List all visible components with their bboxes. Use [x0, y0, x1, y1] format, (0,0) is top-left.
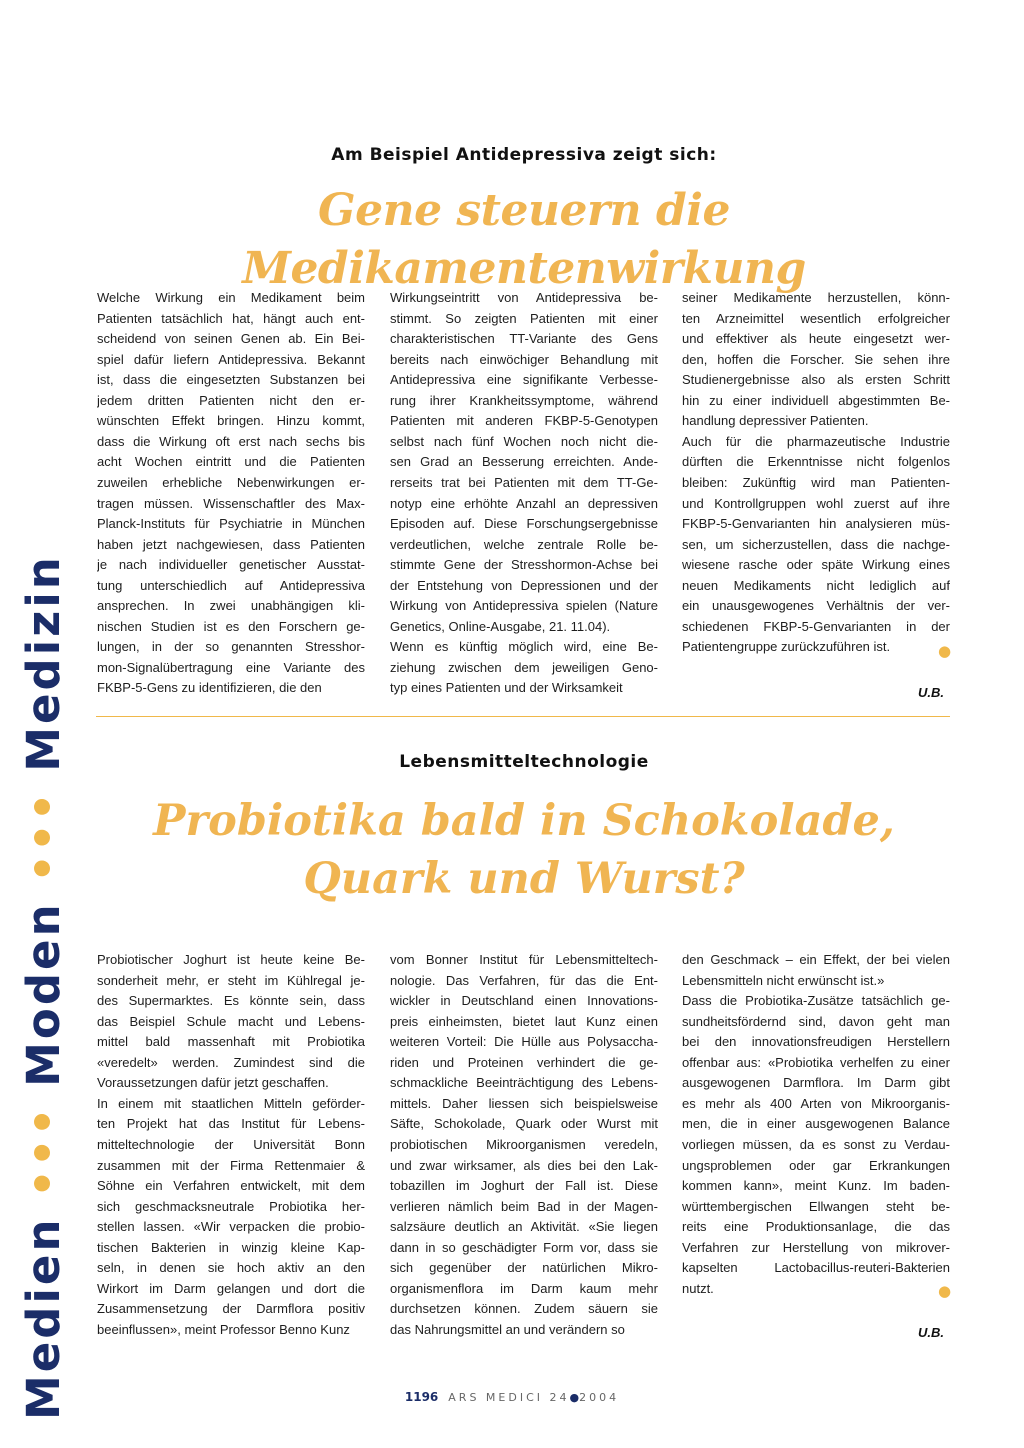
text-line: je nach individueller genetischer Ausstat- [97, 557, 365, 573]
sidebar-word-medizin: Medizin [17, 554, 70, 772]
text-line: bereits nach einwöchiger Behandlung mit [390, 351, 658, 367]
magazine-name: ARS MEDICI 24 [448, 1391, 570, 1404]
text-line: sundheitsfördernd sind, davon geht man [682, 1013, 950, 1029]
text-line: tragen müssen. Wissenschaftler des Max- [97, 495, 365, 511]
text-line: schmackliche Beeinträchtigung des Lebens- [390, 1075, 658, 1091]
text-line: Säfte, Schokolade, Quark oder Wurst mit [390, 1116, 658, 1132]
text-line: haben jetzt nachgewiesen, dass Patienten [97, 536, 365, 552]
text-line: dass die Wirkung oft erst nach sechs bis [97, 433, 365, 449]
text-line: FKBP-5-Genvarianten hin analysieren müs- [682, 516, 950, 532]
article1-end-mark: ● [938, 642, 952, 660]
text-line: rerseits trat bei Patienten mit dem TT-Ge- [390, 474, 658, 490]
text-line: vom Bonner Institut für Lebensmitteltech- [390, 952, 658, 967]
text-line: wünschten Effekt bringen. Hinzu kommt, [97, 413, 365, 429]
text-line: Planck-Instituts für Psychiatrie in München [97, 516, 365, 532]
text-line: salzsäure deutlich an Aktivität. «Sie liegen [390, 1219, 658, 1235]
text-line: offenbar aus: «Probiotika verhelfen zu einer [682, 1054, 950, 1070]
text-line: den Geschmack – ein Effekt, der bei vielen [682, 952, 950, 967]
text-line: tung unterschiedlich auf Antidepressiva [97, 577, 365, 593]
article2-end-mark: ● [938, 1282, 952, 1300]
text-line: nischen Studien ist es den Forschern ge- [97, 618, 365, 634]
sidebar-separator: ••• [17, 790, 70, 883]
text-line: durchsetzen können. Zudem säuern sie [390, 1301, 658, 1317]
text-line: stimmte Gene der Stresshormon-Achse bei [390, 557, 658, 573]
article1-signature: U.B. [918, 685, 944, 700]
text-line: verlieren nämlich beim Bad in der Magen- [390, 1198, 658, 1214]
text-line: handlung depressiver Patienten. [682, 413, 869, 429]
text-line: typ eines Patienten und der Wirksamkeit [390, 680, 623, 696]
text-line: der Entstehung von Depressionen und der [390, 577, 658, 593]
text-line: das Nahrungsmittel an und verändern so [390, 1321, 625, 1337]
text-line: wickler in Deutschland einen Innovations- [390, 993, 658, 1009]
text-line: mon-Signalübertragung eine Variante des [97, 659, 365, 675]
text-line: Auch für die pharmazeutische Industrie [682, 433, 950, 449]
text-line: neuen Medikaments nicht lediglich auf [682, 577, 950, 593]
page-footer [0, 1390, 1024, 1404]
text-line: Wenn es künftig möglich wird, eine Be- [390, 639, 658, 655]
text-line: das Beispiel Schule macht und Lebens- [97, 1013, 365, 1029]
text-line: zuweilen erhebliche Nebenwirkungen er- [97, 474, 365, 490]
text-line: stimmt. So zeigten Patienten mit einer [390, 310, 658, 326]
sidebar-word-moden: Moden [17, 901, 70, 1087]
sidebar-word-medien: Medien [17, 1216, 70, 1420]
text-line: und zwar wirksamer, als dies bei den Lak- [390, 1157, 658, 1173]
text-line: wiesene rasche oder späte Wirkung eines [682, 557, 950, 573]
text-line: ten Arzneimittel wesentlich erfolgreicher [682, 310, 950, 326]
text-line: acht Wochen eintritt und die Patienten [97, 454, 365, 470]
text-line: Patienten tatsächlich hat, hängt auch ent- [97, 310, 365, 326]
text-line: «veredelt» werden. Zumindest sind die [97, 1054, 365, 1070]
text-line: sich geschmacksneutrale Probiotika her- [97, 1198, 365, 1214]
article-divider [96, 716, 950, 717]
footer-bullet: ● [569, 1391, 580, 1404]
text-line: den, hoffen die Forscher. Sie sehen ihre [682, 351, 950, 367]
text-line: In einem mit staatlichen Mitteln geförder- [97, 1095, 365, 1111]
page-number: 1196 [404, 1390, 439, 1404]
text-line: ten Projekt hat das Institut für Lebens- [97, 1116, 365, 1132]
text-line: preis einheimsten, bietet laut Kunz einen [390, 1013, 658, 1029]
text-line: zusammen mit der Firma Rettenmaier & [97, 1157, 365, 1173]
text-line: schiedenen FKBP-5-Genvarianten in der [682, 618, 950, 634]
text-line: tobazillen im Joghurt der Fall ist. Diese [390, 1178, 658, 1194]
text-line: Studienergebnisse also als ersten Schritt [682, 372, 950, 388]
text-line: Episoden auf. Diese Forschungsergebnisse [390, 516, 658, 532]
text-line: vorliegen müssen, da es sonst zu Verdau- [682, 1136, 950, 1152]
text-line: Patienten mit anderen FKBP-5-Genotypen [390, 413, 658, 429]
text-line: Patientengruppe zurückzuführen ist. [682, 639, 891, 655]
text-line: Söhne ein Verfahren entwickelt, mit dem [97, 1178, 365, 1194]
text-line: stellen lassen. «Wir verpacken die probio- [97, 1219, 365, 1235]
text-line: charakteristischen TT-Variante des Gens [390, 331, 658, 347]
text-line: nologie. Das Verfahren, für das die Ent- [390, 972, 658, 988]
text-line: kommen kann», meint Kunz. Im baden- [682, 1178, 950, 1194]
text-line: FKBP-5-Gens zu identifizieren, die den [97, 680, 322, 696]
text-line: beeinflussen», meint Professor Benno Kunz [97, 1321, 350, 1337]
text-line: spiel dafür liefern Antidepressiva. Bekannt [97, 351, 365, 367]
text-line: notyp eine erhöhte Anzahl an depressiven [390, 495, 658, 511]
article2-signature: U.B. [918, 1325, 944, 1340]
sidebar-section-title [17, 554, 70, 1420]
magazine-year: 2004 [579, 1391, 620, 1404]
text-line: mittel bald massenhaft mit Probiotika [97, 1034, 365, 1050]
text-line: ansprechen. In zwei unabhängigen kli- [97, 598, 365, 614]
text-line: bei den innovationsfreudigen Herstellern [682, 1034, 950, 1050]
article2-headline-line2: Quark und Wurst? [303, 854, 745, 904]
text-line: organismenflora im Darm kaum mehr [390, 1280, 658, 1296]
text-line: Probiotischer Joghurt ist heute keine Be- [97, 952, 365, 967]
text-line: lungen, in der so genannten Stresshor- [97, 639, 365, 655]
text-line: Antidepressiva eine signifikante Verbesse- [390, 372, 658, 388]
text-line: bleiben: Zukünftig wird man Patienten- [682, 474, 950, 490]
text-line: ein unausgewogenes Verhältnis der ver- [682, 598, 950, 614]
text-line: selbst nach fünf Wochen noch nicht die- [390, 433, 658, 449]
text-line: württembergischen Ellwangen steht be- [682, 1198, 950, 1214]
text-line: des Supermarktes. Es könnte sein, dass [97, 993, 365, 1009]
text-line: verdeutlichen, welche zentrale Rolle be- [390, 536, 658, 552]
text-line: Wirkung von Antidepressiva spielen (Nature [390, 598, 658, 614]
text-line: probiotischen Mikroorganismen veredeln, [390, 1136, 658, 1152]
text-line: hin zu einer individuell abgestimmten Be- [682, 392, 950, 408]
text-line: nutzt. [682, 1280, 714, 1296]
text-line: Wirkungseintritt von Antidepressiva be- [390, 290, 658, 305]
text-line: und effektiver als heute eingesetzt wer- [682, 331, 950, 347]
text-line: men, die in einer ausgewogenen Balance [682, 1116, 950, 1132]
text-line: ziehung zwischen dem jeweiligen Geno- [390, 659, 658, 675]
article1-kicker: Am Beispiel Antidepressiva zeigt sich: [331, 145, 717, 165]
text-line: ist, dass die eingesetzten Substanzen bei [97, 372, 365, 388]
text-line: ungsproblemen oder gar Erkrankungen [682, 1157, 950, 1173]
text-line: kapselten Lactobacillus-reuteri-Bakterien [682, 1260, 950, 1276]
text-line: und Kontrollgruppen wohl zuerst auf ihre [682, 495, 950, 511]
text-line: Genetics, Online-Ausgabe, 21. 11.04). [390, 618, 611, 634]
text-line: dürften die Erkenntnisse nicht folgenlos [682, 454, 950, 470]
text-line: rung ihrer Krankheitssymptome, während [390, 392, 658, 408]
text-line: seiner Medikamente herzustellen, könn- [682, 290, 950, 305]
text-line: dann in so geschädigter Form vor, dass sie [390, 1239, 658, 1255]
text-line: scheidend von seinen Genen ab. Ein Bei- [97, 331, 365, 347]
text-line: sen Grad an Besserung erreichten. Ande- [390, 454, 658, 470]
text-line: Dass die Probiotika-Zusätze tatsächlich ge- [682, 993, 950, 1009]
sidebar-separator: ••• [17, 1105, 70, 1198]
text-line: reits eine Produktionsanlage, die das [682, 1219, 950, 1235]
text-line: Wirkort im Darm gelangen und dort die [97, 1280, 365, 1296]
text-line: riden und Proteinen verhindert die ge- [390, 1054, 658, 1070]
text-line: Zusammensetzung der Darmflora positiv [97, 1301, 365, 1317]
article2-headline-line1: Probiotika bald in Schokolade, [153, 796, 895, 846]
text-line: sonderheit mehr, er steht im Kühlregal je- [97, 972, 365, 988]
text-line: mittels. Daher liessen sich beispielsweise [390, 1095, 658, 1111]
text-line: weiteren Vorteil: Die Hülle aus Polysaccha- [390, 1034, 658, 1050]
text-line: Welche Wirkung ein Medikament beim [97, 290, 365, 305]
article1-headline: Gene steuern die Medikamentenwirkung [242, 185, 806, 294]
text-line: mitteltechnologie der Universität Bonn [97, 1136, 365, 1152]
text-line: seln, in denen sie hoch aktiv an den [97, 1260, 365, 1276]
text-line: Lebensmitteln nicht erwünscht ist.» [682, 972, 885, 988]
text-line: sen, um sicherzustellen, dass die nachge- [682, 536, 950, 552]
text-line: ausgewogenen Darmflora. Im Darm gibt [682, 1075, 950, 1091]
text-line: Verfahren zur Herstellung von mikrover- [682, 1239, 950, 1255]
article2-kicker: Lebensmitteltechnologie [399, 752, 649, 772]
article2-headline [96, 792, 952, 908]
text-line: Voraussetzungen dafür jetzt geschaffen. [97, 1075, 329, 1091]
text-line: es mehr als 400 Arten von Mikroorganis- [682, 1095, 950, 1111]
text-line: tischen Bakterien in winzig kleine Kap- [97, 1239, 365, 1255]
text-line: jedem dritten Patienten nicht den er- [97, 392, 365, 408]
text-line: sich gegenüber der natürlichen Mikro- [390, 1260, 658, 1276]
